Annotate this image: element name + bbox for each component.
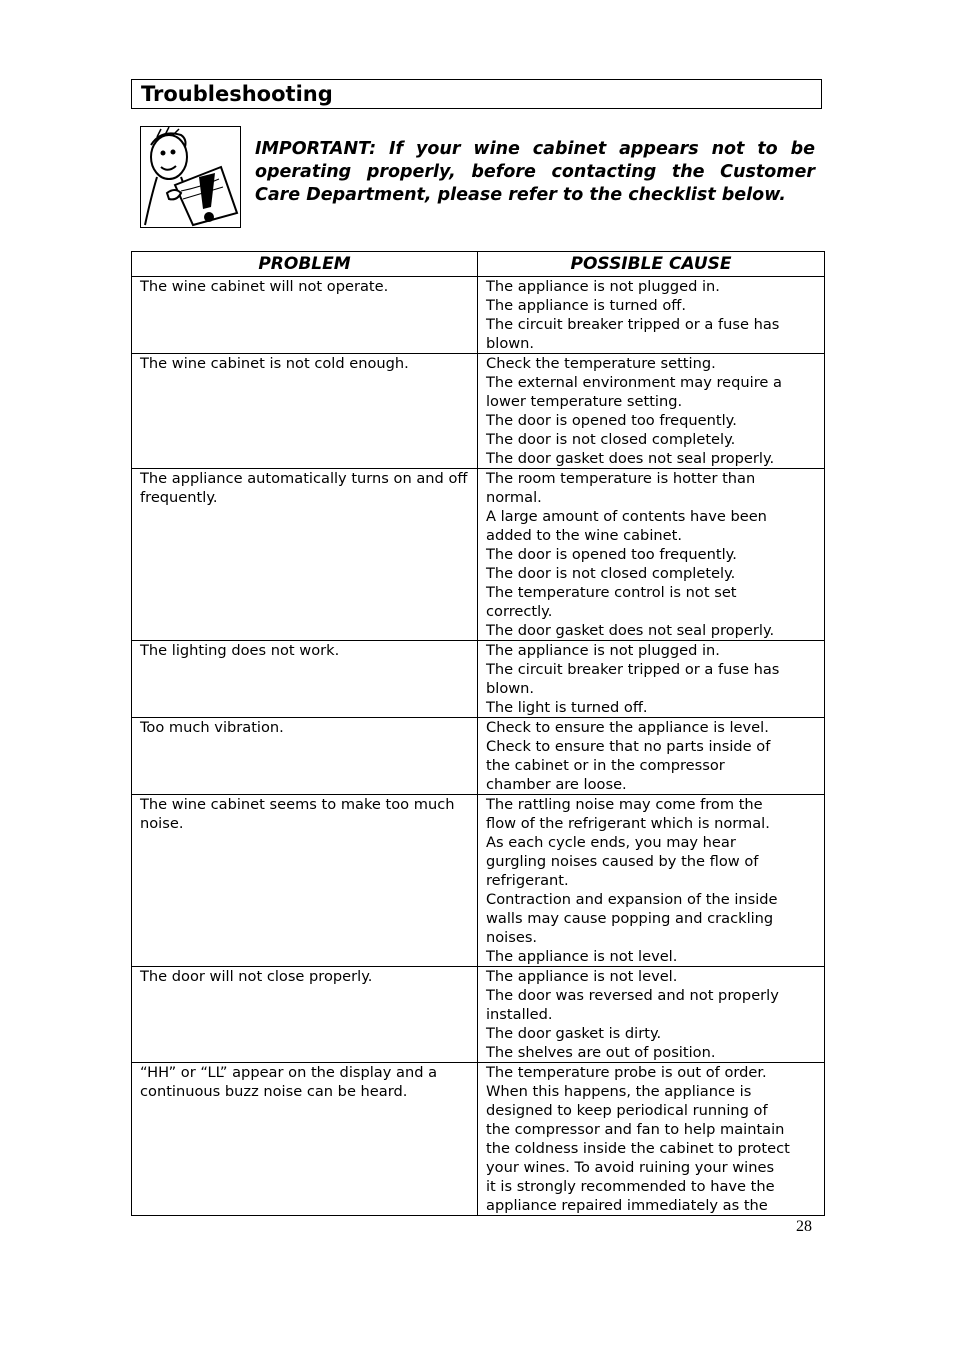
cause-line: noises. [486, 929, 538, 946]
problem-cell: The lighting does not work. [132, 641, 478, 718]
cause-line: the cabinet or in the compressor [486, 757, 725, 774]
important-notice: IMPORTANT: If your wine cabinet appears not to be operating properly, before contacting the Customer Care Department, please refer to the checklist below. [255, 139, 815, 205]
problem-cell: The wine cabinet is not cold enough. [132, 354, 478, 469]
table-row [132, 795, 825, 967]
cause-line: correctly. [486, 603, 553, 620]
table-row [132, 277, 825, 354]
problem-cell: The door will not close properly. [132, 967, 478, 1063]
cause-cell [478, 354, 825, 469]
page-number: 28 [796, 1218, 812, 1235]
cause-line: The temperature probe is out of order. [486, 1064, 767, 1081]
problem-cell: Too much vibration. [132, 718, 478, 795]
problem-cell: The wine cabinet will not operate. [132, 277, 478, 354]
cause-cell [478, 1063, 825, 1216]
cause-line: The door is not closed completely. [486, 431, 736, 448]
cause-line: Contraction and expansion of the inside [486, 891, 778, 908]
cause-line: blown. [486, 335, 535, 352]
cause-cell [478, 718, 825, 795]
cause-line: The light is turned off. [486, 699, 648, 716]
problem-cell: The wine cabinet seems to make too much noise. [132, 795, 478, 967]
troubleshooting-table [131, 251, 825, 1216]
cause-line: installed. [486, 1006, 553, 1023]
cause-line: flow of the refrigerant which is normal. [486, 815, 770, 832]
cause-line: the coldness inside the cabinet to protect [486, 1140, 790, 1157]
problem-cell: “HH” or “LL” appear on the display and a continuous buzz noise can be heard. [132, 1063, 478, 1216]
cause-line: appliance repaired immediately as the [486, 1197, 768, 1214]
cause-line: Check the temperature setting. [486, 355, 716, 372]
cause-line: The appliance is not level. [486, 948, 678, 965]
cause-column-header: POSSIBLE CAUSE [478, 252, 825, 277]
cause-line: chamber are loose. [486, 776, 627, 793]
cause-line: it is strongly recommended to have the [486, 1178, 775, 1195]
cause-line: Check to ensure that no parts inside of [486, 738, 771, 755]
table-row [132, 469, 825, 641]
cause-line: As each cycle ends, you may hear [486, 834, 736, 851]
cause-line: The appliance is turned off. [486, 297, 686, 314]
cause-line: Check to ensure the appliance is level. [486, 719, 769, 736]
cause-line: the compressor and fan to help maintain [486, 1121, 785, 1138]
cause-line: The door is opened too frequently. [486, 546, 737, 563]
cause-line: walls may cause popping and crackling [486, 910, 774, 927]
problem-cell: The appliance automatically turns on and off frequently. [132, 469, 478, 641]
problem-column-header: PROBLEM [132, 252, 478, 277]
cause-line: The door gasket is dirty. [486, 1025, 662, 1042]
table-row [132, 1063, 825, 1216]
warning-cartoon-icon [140, 126, 241, 228]
section-title-box [131, 79, 822, 109]
table-row [132, 641, 825, 718]
table-body [132, 277, 825, 1216]
table-row [132, 718, 825, 795]
cause-line: The door is opened too frequently. [486, 412, 737, 429]
cause-line: The room temperature is hotter than [486, 470, 756, 487]
table-row [132, 967, 825, 1063]
cause-line: designed to keep periodical running of [486, 1102, 768, 1119]
cause-cell [478, 641, 825, 718]
cause-line: A large amount of contents have been [486, 508, 767, 525]
cause-line: The circuit breaker tripped or a fuse has [486, 316, 780, 333]
cause-line: The rattling noise may come from the [486, 796, 763, 813]
cause-cell [478, 469, 825, 641]
table-row [132, 354, 825, 469]
cause-line: The circuit breaker tripped or a fuse has [486, 661, 780, 678]
cause-line: blown. [486, 680, 535, 697]
cause-line: The appliance is not plugged in. [486, 642, 720, 659]
cause-line: The door gasket does not seal properly. [486, 622, 775, 639]
cause-line: When this happens, the appliance is [486, 1083, 752, 1100]
cause-line: added to the wine cabinet. [486, 527, 682, 544]
cause-cell [478, 795, 825, 967]
cause-line: The appliance is not level. [486, 968, 678, 985]
cause-line: lower temperature setting. [486, 393, 683, 410]
cause-line: normal. [486, 489, 542, 506]
cause-line: The door is not closed completely. [486, 565, 736, 582]
cause-line: gurgling noises caused by the flow of [486, 853, 759, 870]
cause-cell [478, 277, 825, 354]
cause-line: your wines. To avoid ruining your wines [486, 1159, 775, 1176]
cause-cell [478, 967, 825, 1063]
cause-line: refrigerant. [486, 872, 569, 889]
cause-line: The appliance is not plugged in. [486, 278, 720, 295]
page-title: Troubleshooting [141, 82, 333, 106]
cartoon-man-exclamation-icon [141, 127, 240, 227]
cause-line: The external environment may require a [486, 374, 782, 391]
cause-line: The shelves are out of position. [486, 1044, 716, 1061]
cause-line: The door gasket does not seal properly. [486, 450, 775, 467]
cause-line: The door was reversed and not properly [486, 987, 779, 1004]
table-header-row [132, 252, 825, 277]
cause-line: The temperature control is not set [486, 584, 737, 601]
